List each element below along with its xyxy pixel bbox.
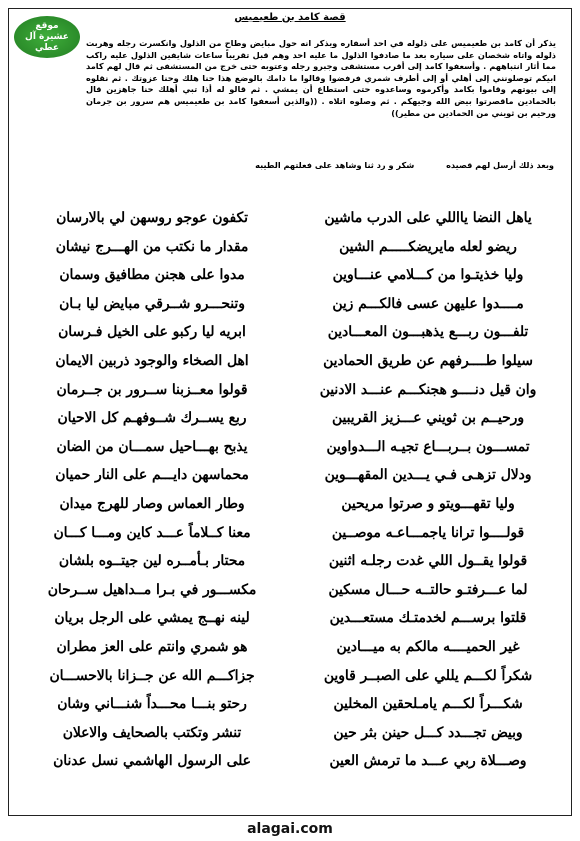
site-watermark-link[interactable]: alagai.com [247, 821, 333, 837]
verse-first-hemistich: قلتوا برســـم لخدمتـك مستعـــدين [329, 610, 527, 627]
verse-second-hemistich: معنا كــلاماً عـــد كاين ومـــا كـــان [53, 524, 251, 541]
verse-second-hemistich: اهل الصخاء والوجود ذربين الايمان [55, 353, 249, 369]
poem-verse [0, 579, 580, 601]
verse-first-hemistich: شكـــراً لكـــم يامـلحقين المخلين [333, 696, 523, 713]
poem-verse [0, 636, 580, 658]
poem-intro-part-1: وبعد ذلك أرسل لهم قصيده [446, 160, 554, 170]
verse-second-hemistich: مقدار ما نكتب من الهـــرج نيشان [55, 238, 249, 255]
verse-first-hemistich: وليا خذيتـوا من كـــلامي عنـــاوين [332, 267, 524, 284]
poem-verse [0, 264, 580, 286]
verse-first-hemistich: غير الحميــــه مالكم به ميـــادين [336, 639, 520, 655]
poem [0, 207, 580, 770]
poem-verse [0, 693, 580, 715]
verse-second-hemistich: وتنحـــرو شــرقي مبايض ليا بـان [59, 295, 245, 312]
verse-second-hemistich: يذبح بهـــاحيل سمـــان من الضان [56, 438, 248, 455]
verse-first-hemistich: سيلوا طــــرفهم عن طريق الحمادين [323, 353, 533, 369]
verse-first-hemistich: لما عـــرفتـو حالتــه حـــال مسكين [328, 581, 528, 598]
verse-first-hemistich: قولوا يقــول اللي غدت رجلـه اثنين [328, 553, 528, 570]
verse-first-hemistich: ريضو لعله مايريضكـــــم الشين [339, 238, 517, 255]
poem-verse [0, 750, 580, 772]
logo-line-1: موقع [35, 20, 59, 31]
verse-second-hemistich: وطار العماس وصار للهرج ميدان [59, 496, 245, 512]
verse-first-hemistich: وليا تقهـــويتو و صرتوا مريحين [341, 496, 515, 512]
poem-verse [0, 207, 580, 229]
verse-second-hemistich: محتار بـأمــره لين جيتــوه بلشان [58, 553, 246, 570]
poem-verse [0, 293, 580, 315]
verse-first-hemistich: ورحيــم بن ثويني عـــزيز القريبين [331, 410, 525, 427]
poem-verse [0, 550, 580, 572]
poem-intro-line [134, 160, 554, 170]
verse-second-hemistich: قولوا معــزبنا ســرور بن جــرمان [56, 381, 248, 398]
verse-second-hemistich: مكســـور في بـرا مــداهيل ســرحان [47, 581, 257, 598]
verse-first-hemistich: شكراً لكـــم يللي على الصبــر قاوين [323, 667, 533, 684]
story-intro-paragraph: يذكر أن كامد بن طعيميس على ذلوله في احد أسفاره ويذكر انه حول مبايض وطاح من الذلول وانكسرت رجله وهربت ذلوله واتاه شخصان على سياره بعد ما صادفوا الذلول ما عليه احد وهم قبل تقريباً ساعات شايفين الذلول عليه راكب مما أثار انتباههم . وأسعفوا كامد إلى أقرب مستشفى وجبرو رجله وعتوبه حتى خرج من المستشفى ثم قال لهم كامد ابيكم توصلونني إلى أهلي أو إلى أطرف شمري فرفضوا وقالوا ما دامك بالوضع هذا حنا هلك وحنا عزوتك . ثم نقلوه إلى بيوتهم وقاموا بكامد وأكرموه وساعدوه حتى استطاع أن يمشي . ثم قالو له أذا تبي أهلك حنا جاهزين قال بالحمادين ماقصرتوا بيض الله وجيهكم . ثم وصلوه اتلاه . ((والذين أسعفوا كامد بن طعيميس هم سرور بن جرمان ورحيم بن ثويني من الحمادين من مطير)) [86, 38, 556, 118]
verse-first-hemistich: وصـــلاة ربي عـــد ما ترمش العين [329, 753, 527, 770]
poem-verse [0, 236, 580, 258]
poem-verse [0, 379, 580, 401]
verse-first-hemistich: وبيض تجـــدد كـــل حينن بثر حين [333, 724, 523, 741]
poem-verse [0, 321, 580, 343]
poem-intro-part-2: شكر و رد ثنا وشاهد على فعلتهم الطيبه [255, 160, 415, 170]
verse-second-hemistich: لينه نهــج يمشي على الرجل بريان [54, 610, 250, 627]
poem-verse [0, 607, 580, 629]
verse-second-hemistich: تكفون عوجو روسهن لي بالارسان [56, 210, 248, 226]
poem-verse [0, 493, 580, 515]
verse-first-hemistich: مــــدوا عليهن عسى فالكـــم زين [332, 295, 524, 312]
logo-line-2: عشيرة آل عطي [25, 31, 69, 53]
verse-first-hemistich: قولــــوا ترانا ياجمـــاعـه موصــين [331, 524, 525, 541]
verse-second-hemistich: رحتو بنـــا محـــداً شنـــاني وشان [57, 696, 247, 713]
verse-first-hemistich: ودلال تزهـى فـي يـــدين المقهـــوين [324, 467, 532, 484]
verse-first-hemistich: ياهل النضا يااللي على الدرب ماشين [324, 210, 532, 226]
verse-second-hemistich: مدوا على هجنن مطافيق وسمان [59, 267, 245, 284]
poem-verse [0, 522, 580, 544]
verse-second-hemistich: هو شمري وانتم على العز مطران [56, 639, 248, 655]
poem-verse [0, 407, 580, 429]
poem-verse [0, 350, 580, 372]
poem-verse [0, 722, 580, 744]
poem-verse [0, 464, 580, 486]
poem-verse [0, 436, 580, 458]
verse-second-hemistich: ابريه ليا ركبو على الخيل فـرسان [58, 324, 246, 341]
verse-second-hemistich: على الرسول الهاشمي نسل عدنان [53, 753, 251, 770]
verse-second-hemistich: جزاكـــم الله عن جــزانا بالاحســـان [49, 667, 255, 684]
verse-first-hemistich: تمســـون بــربـــاع تجيـه الـــدواوين [326, 438, 530, 455]
page-title: قصة كامد بن طعيميس [234, 12, 346, 23]
verse-first-hemistich: تلفـــون ربـــع يذهبـــون المعـــادين [327, 324, 529, 341]
verse-second-hemistich: ربع يســرك شــوفهـم كل الاحيان [57, 410, 247, 427]
poem-verse [0, 665, 580, 687]
verse-second-hemistich: محماسهن دايـــم على النار حميان [55, 467, 249, 484]
verse-second-hemistich: تنشر وتكتب بالصحايف والاعلان [62, 724, 242, 741]
verse-first-hemistich: وان قيل دنــــو هجنكـــم عنـــد الادنين [319, 381, 537, 398]
